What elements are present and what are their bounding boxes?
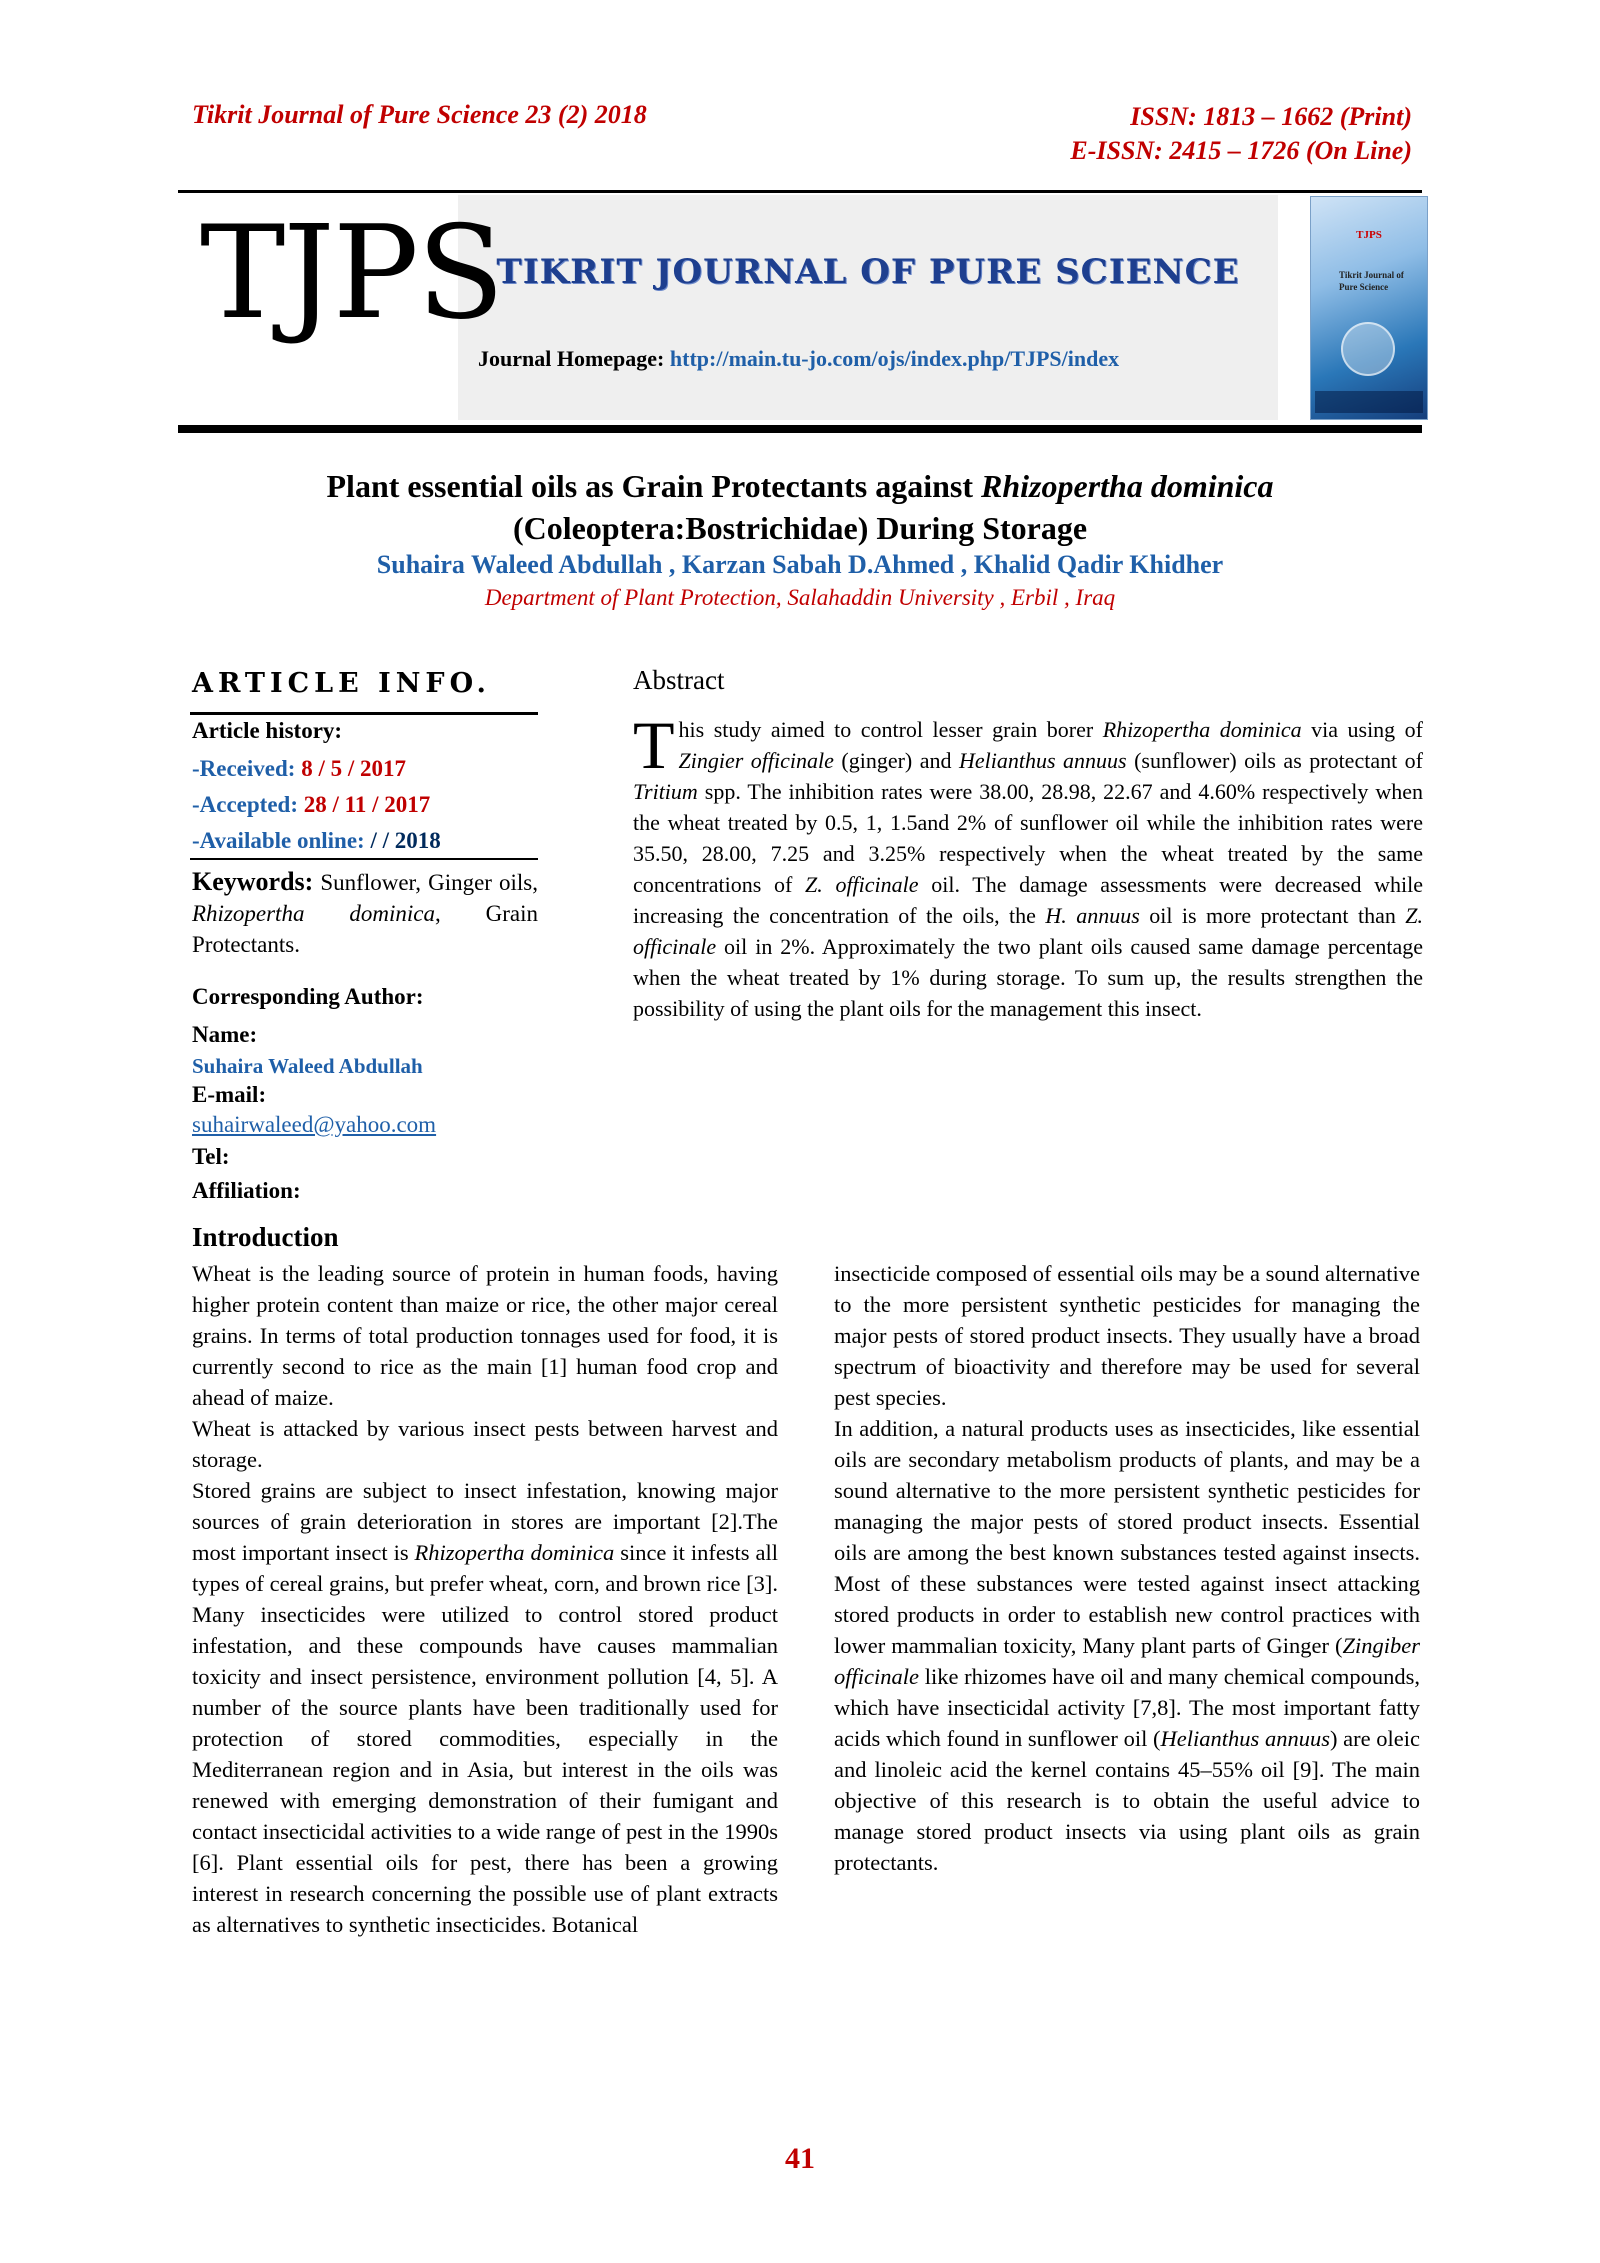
email-link[interactable]: suhairwaleed@yahoo.com [192, 1112, 437, 1137]
abstract-text: spp. The inhibition rates were 38.00, 28.98, 22.67 and 4.60% respectively when the wheat treated by 0.5, 1, 1.5and 2% of sunflower oil while the inhibition rates were 35.50, 28.00, 7.25 and 3.25% respectively when the wheat treated by the same concentrations of [633, 779, 1424, 897]
banner-background [458, 195, 1278, 420]
abstract-species: Z. officinale [633, 903, 1424, 959]
tel-label: Tel: [192, 1144, 230, 1169]
paper-title-line-1 [180, 465, 1420, 507]
received-date [192, 756, 538, 782]
issn-online: E-ISSN: 2415 – 1726 (On Line) [1070, 136, 1412, 165]
tjps-logo: TJPS [200, 199, 503, 348]
title-text: Plant essential oils as Grain Protectants against [326, 468, 973, 504]
abstract-species: Rhizopertha dominica [1102, 717, 1302, 742]
intro-paragraph-2: Wheat is attacked by various insect pests between harvest and storage. [192, 1416, 778, 1472]
abstract-dropcap: T [633, 707, 675, 783]
abstract-text: (ginger) and [841, 748, 952, 773]
cover-title-line-2: Pure Science [1339, 282, 1389, 292]
banner-top-rule [178, 190, 1422, 193]
issn-block [1070, 100, 1412, 168]
corresponding-author-name: Suhaira Waleed Abdullah [192, 1054, 423, 1078]
abstract-text: his study aimed to control lesser grain borer [678, 717, 1094, 742]
abstract-text: via using of [1311, 717, 1423, 742]
intro-paragraph-1: Wheat is the leading source of protein in human foods, having higher protein content than maize or rice, the other major cereal grains. In terms of total production tonnages used for food, it is currently second to rice as the main [1] human food crop and ahead of maize. [192, 1261, 778, 1410]
cover-footer-band [1315, 391, 1423, 413]
intro-text: like rhizomes have oil and many chemical compounds, which have insecticidal activity [7,8]. The most important fatty acids which found in sunflower oil ( [834, 1664, 1421, 1751]
cover-title [1339, 269, 1404, 293]
abstract-species: Z. officinale [805, 872, 919, 897]
article-info-rule-mid [190, 858, 538, 860]
journal-header-left: Tikrit Journal of Pure Science 23 (2) 2018 [192, 100, 647, 129]
page-number: 41 [785, 2142, 815, 2175]
abstract-species: Zingier officinale [678, 748, 834, 773]
accepted-date [192, 792, 538, 818]
affiliation: Department of Plant Protection, Salahaddin University , Erbil , Iraq [484, 585, 1116, 610]
accepted-value: 28 / 11 / 2017 [303, 792, 431, 817]
journal-homepage [478, 346, 1119, 372]
paper-title [180, 465, 1420, 549]
intro-paragraph-4: insecticide composed of essential oils may be a sound alternative to the more persistent synthetic pesticides for managing the major pests of stored product insects. They usually have a broad spectrum of bioactivity and therefore may be used for several pest species. [834, 1261, 1420, 1410]
corresponding-author-label: Corresponding Author: [192, 984, 424, 1009]
journal-cover-image [1310, 196, 1428, 420]
article-info-rule-top [190, 712, 538, 715]
introduction-column-right [834, 1258, 1420, 1878]
received-value: 8 / 5 / 2017 [301, 756, 406, 781]
abstract-text: oil is more protectant than [1149, 903, 1396, 928]
received-label: -Received: [192, 756, 296, 781]
intro-species: Rhizopertha dominica [414, 1540, 615, 1565]
abstract-species: Tritium [633, 779, 698, 804]
banner-bottom-rule [178, 425, 1422, 433]
online-label: -Available online: [192, 828, 365, 853]
intro-paragraph-5 [834, 1413, 1420, 1878]
intro-text: Stored grains are subject to insect infestation, knowing major sources of grain deterioration in stores are important [2].The most important insect is [192, 1478, 778, 1565]
homepage-label: Journal Homepage: [478, 346, 665, 371]
keywords-species: Rhizopertha dominica [192, 901, 435, 926]
abstract-body [633, 707, 1424, 1024]
intro-paragraph-3 [192, 1475, 778, 1940]
keywords-label: Keywords: [192, 867, 314, 896]
cover-seal-icon [1341, 322, 1395, 376]
keywords-text-2: , Grain Protectants. [192, 901, 538, 957]
keywords [192, 866, 538, 960]
intro-species: Zingiber officinale [834, 1633, 1420, 1689]
title-species: Rhizopertha dominica [981, 468, 1274, 504]
abstract-text: oil. The damage assessments were decreased while increasing the concentration of the oils, the [633, 872, 1424, 928]
issn-print: ISSN: 1813 – 1662 (Print) [1130, 102, 1412, 131]
article-info-heading: ARTICLE INFO. [192, 668, 491, 699]
online-date [192, 828, 538, 854]
cover-title-line-1: Tikrit Journal of [1339, 270, 1404, 280]
abstract-heading: Abstract [633, 665, 725, 695]
abstract-text: oil in 2%. Approximately the two plant oils caused same damage percentage when the wheat treated by 1% during storage. To sum up, the results strengthen the possibility of using the plant oils for the management this insect. [633, 934, 1423, 1021]
email-label: E-mail: [192, 1082, 267, 1107]
intro-text: since it infests all types of cereal grains, but prefer wheat, corn, and brown rice [3]. Many insecticides were utilized to control stored product infestation, and these compounds have causes mammalian toxicity and insect persistence, environment pollution [4, 5]. A number of the source plants have been traditionally used for protection of stored commodities, especially in the Mediterranean region and in Asia, but interest in the oils was renewed with emerging demonstration of their fumigant and contact insecticidal activities to a wide range of pest in the 1990s [6]. Plant essential oils for pest, there has been a growing interest in research concerning the possible use of plant extracts as alternatives to synthetic insecticides. Botanical [192, 1540, 779, 1937]
intro-text: In addition, a natural products uses as insecticides, like essential oils are secondary metabolism products of plants, and may be a sound alternative to the more persistent synthetic pesticides for managing the major pests of stored product insects. Essential oils are among the best known substances tested against insects. Most of these substances were tested against insect attacking stored products in order to establish new control practices with lower mammalian toxicity, Many plant parts of Ginger ( [834, 1416, 1420, 1658]
cover-acronym: TJPS [1356, 229, 1382, 241]
abstract-species: H. annuus [1045, 903, 1140, 928]
author-list: Suhaira Waleed Abdullah , Karzan Sabah D.Ahmed , Khalid Qadir Khidher [376, 550, 1224, 579]
paper-title-line-2: (Coleoptera:Bostrichidae) During Storage [512, 510, 1088, 546]
accepted-label: -Accepted: [192, 792, 299, 817]
journal-name: TIKRIT JOURNAL OF PURE SCIENCE [496, 252, 1240, 292]
intro-text: ) are oleic and linoleic acid the kernel contains 45–55% oil [9]. The main objective of this research is to obtain the useful advice to manage stored product insects via using plant oils as grain protectants. [834, 1726, 1420, 1875]
abstract-species: Helianthus annuus [958, 748, 1127, 773]
online-value: / / 2018 [370, 828, 441, 853]
homepage-link[interactable]: http://main.tu-jo.com/ojs/index.php/TJPS/index [669, 346, 1120, 371]
intro-species: Helianthus annuus [1160, 1726, 1330, 1751]
history-label: Article history: [192, 718, 343, 743]
introduction-heading: Introduction [192, 1222, 339, 1252]
introduction-column-left [192, 1258, 778, 1940]
keywords-text-1: Sunflower, Ginger oils, [320, 870, 539, 895]
affiliation-label: Affiliation: [192, 1178, 301, 1203]
abstract-text: (sunflower) oils as protectant of [1134, 748, 1424, 773]
name-label: Name: [192, 1022, 258, 1047]
